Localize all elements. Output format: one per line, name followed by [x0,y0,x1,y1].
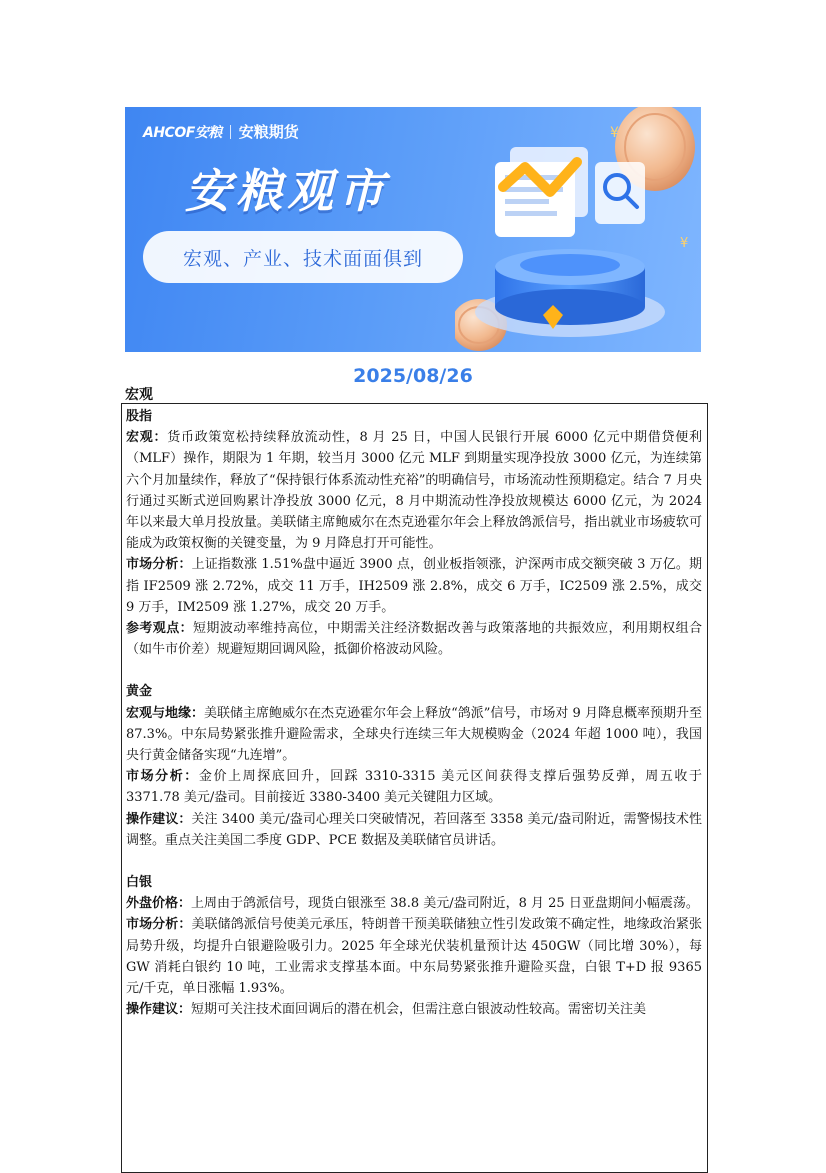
spacer [126,660,702,681]
paragraph-label: 宏观与地缘： [126,705,205,721]
paragraph-label: 市场分析： [126,557,192,573]
yuan-icon: ¥ [680,236,689,251]
podium-icon [475,249,665,337]
index-view [126,618,702,660]
report-date: 2025/08/26 [353,365,473,387]
finance-illustration [455,107,701,352]
logo-divider [230,125,231,139]
brand-logo [143,121,299,142]
index-macro [126,427,702,554]
gold-operation [126,809,702,851]
paragraph-text: 上证指数涨 1.51%盘中逼近 3900 点，创业板指领涨，沪深两市成交额突破 3 万亿。期指 IF2509 涨 2.72%，成交 11 万手，IH2509 涨 2.8%，成交 6 万手，IC2509 涨 2.5%，成交 9 万手，IM2509 涨 1.27%，成交 20 万手。 [126,557,702,615]
paragraph-text: 货币政策宽松持续释放流动性，8 月 25 日，中国人民银行开展 6000 亿元中期借贷便利（MLF）操作，期限为 1 年期，较当月 3000 亿元 MLF 到期量实现净投放 3000 亿元，为连续第六个月加量续作，释放了“保持银行体系流动性充裕”的明确信号，市场流动性预期稳定。结合 7 月央行通过买断式逆回购累计净投放 3000 亿元，8 月中期流动性净投放规模达 6000 亿元，为 2024 年以来最大单月投放量。美联储主席鲍威尔在杰克逊霍尔年会上释放鸽派信号，指出就业市场疲软可能成为政策权衡的关键变量，为 9 月降息打开可能性。 [126,430,702,552]
paragraph-label: 市场分析： [126,917,192,933]
gold-macro [126,703,702,767]
paragraph-text: 短期波动率维持高位，中期需关注经济数据改善与政策落地的共振效应，利用期权组合（如牛市价差）规避短期回调风险，抵御价格波动风险。 [126,621,702,658]
banner-title: 安粮观市 [185,164,389,218]
header-banner [125,107,701,352]
block-title-index: 股指 [126,409,153,424]
paragraph-text: 金价上周探底回升，回踩 3310-3315 美元区间获得支撑后强势反弹，周五收于 3371.78 美元/盎司。目前接近 3380-3400 美元关键阻力区域。 [126,769,702,806]
yuan-icon: ¥ [610,125,619,141]
logo-text: AHCOF安粮 [143,124,222,141]
paragraph-label: 操作建议： [126,811,192,827]
index-market [126,554,702,618]
paragraph-label: 参考观点： [126,621,194,637]
silver-price [126,893,702,914]
paragraph-text: 美联储主席鲍威尔在杰克逊霍尔年会上释放“鸽派”信号，市场对 9 月降息概率预期升至 87.3%。中东局势紧张推升避险需求，全球央行连续三年大规模购金（2024 年超 1000 吨），我国央行黄金储备实现“九连增”。 [126,705,702,764]
spacer [126,851,702,872]
company-name: 安粮期货 [238,123,299,141]
paragraph-text: 上周由于鸽派信号，现货白银涨至 38.8 美元/盎司附近，8 月 25 日亚盘期间小幅震荡。 [191,896,699,912]
gold-market [126,766,702,808]
banner-tagline: 宏观、产业、技术面面俱到 [143,231,463,283]
paragraph-label: 市场分析： [126,769,199,785]
silver-market [126,914,702,999]
content-box [121,403,708,1173]
section-title: 宏观 [125,387,153,403]
magnifier-icon [595,162,645,224]
paragraph-label: 操作建议： [126,1002,192,1018]
paragraph-label: 宏观： [126,430,168,446]
block-title-gold: 黄金 [126,684,153,700]
paragraph-text: 美联储鸽派信号使美元承压，特朗普干预美联储独立性引发政策不确定性，地缘政治紧张局势升级，均提升白银避险吸引力。2025 年全球光伏装机量预计达 450GW（同比增 30%），每 GW 消耗白银约 10 吨，工业需求支撑基本面。中东局势紧张推升避险买盘，白银 T+D 报 9365 元/千克，单日涨幅 1.93%。 [126,917,702,997]
silver-operation [126,999,702,1020]
block-title-silver: 白银 [126,875,153,891]
paragraph-text: 短期可关注技术面回调后的潜在机会，但需注意白银波动性较高。需密切关注美 [191,1002,647,1018]
paragraph-label: 外盘价格： [126,896,192,912]
paragraph-text: 关注 3400 美元/盎司心理关口突破情况，若回落至 3358 美元/盎司附近，需警惕技术性调整。重点关注美国二季度 GDP、PCE 数据及美联储官员讲话。 [126,811,702,848]
